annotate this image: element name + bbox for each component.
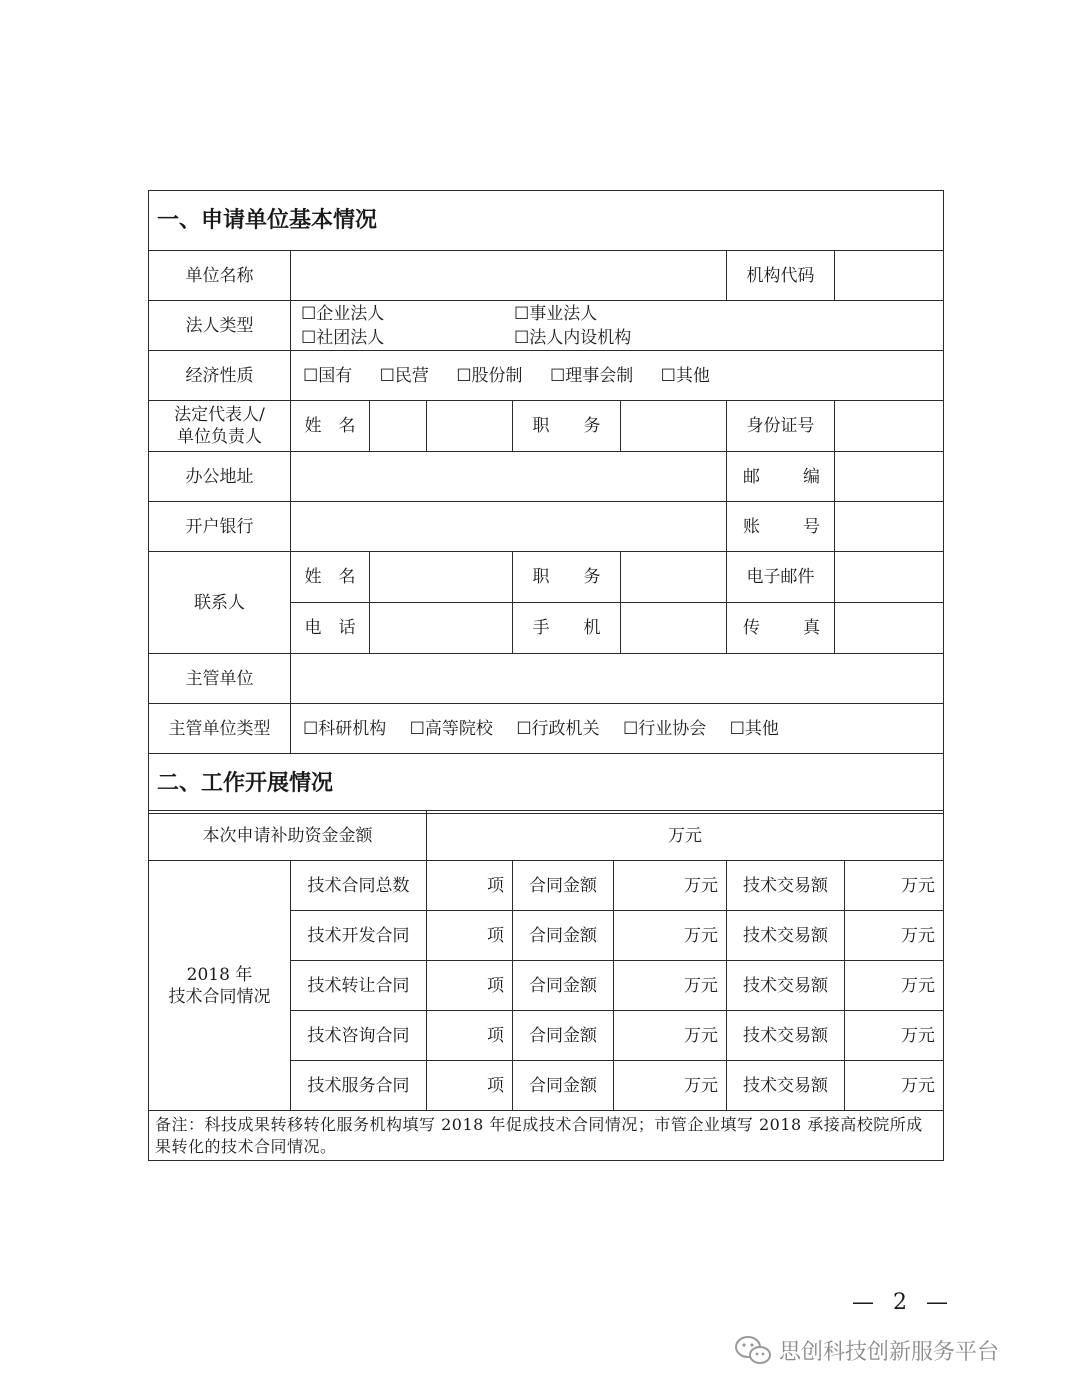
legal-rep-cell [291, 401, 427, 452]
bank-field[interactable] [291, 502, 727, 552]
contract-amount-field[interactable]: 万元 [614, 911, 727, 961]
contract-trade-field[interactable]: 万元 [845, 911, 944, 961]
legal-type-options [291, 301, 944, 351]
contract-row-name: 技术转让合同 [291, 961, 427, 1011]
legal-rep-label: 法定代表人/ 单位负责人 [149, 401, 291, 452]
subsidy-field[interactable] [427, 811, 944, 861]
section1-title: 一、申请单位基本情况 [149, 191, 944, 251]
address-field[interactable] [291, 452, 727, 502]
legal-type-label: 法人类型 [149, 301, 291, 351]
watermark-text: 思创科技创新服务平台 [779, 1339, 1000, 1365]
checkbox-institution[interactable]: ☐事业法人 [514, 303, 598, 324]
rep-position-field[interactable] [621, 401, 727, 452]
contract-trade-field[interactable]: 万元 [845, 861, 944, 911]
contact-name-label: 姓 名 [291, 552, 370, 602]
org-code-label: 机构代码 [727, 251, 835, 301]
application-form-table [148, 190, 944, 814]
contract-amount-label: 合同金额 [513, 861, 614, 911]
page-number: — 2 — [852, 1290, 954, 1315]
checkbox-other-type[interactable]: ☐其他 [729, 718, 779, 739]
supervisor-type-options [291, 704, 944, 754]
contact-position-label: 职 务 [513, 552, 621, 603]
rep-position-label: 职 务 [513, 401, 621, 452]
contract-amount-label: 合同金额 [513, 1061, 614, 1111]
contract-trade-label: 技术交易额 [727, 1061, 845, 1111]
checkbox-enterprise[interactable]: ☐企业法人 [301, 303, 385, 324]
rep-name-field[interactable] [370, 401, 426, 451]
watermark [733, 1333, 999, 1367]
bank-label: 开户银行 [149, 502, 291, 552]
contract-row-name: 技术服务合同 [291, 1061, 427, 1111]
contact-position-field[interactable] [621, 552, 727, 603]
phone-label: 电 话 [291, 603, 370, 653]
contract-table [148, 810, 944, 1161]
economy-label: 经济性质 [149, 351, 291, 401]
checkbox-joint-stock[interactable]: ☐股份制 [456, 365, 523, 386]
contract-row-name: 技术开发合同 [291, 911, 427, 961]
economy-options [291, 351, 944, 401]
contract-trade-label: 技术交易额 [727, 911, 845, 961]
section2-title: 二、工作开展情况 [149, 754, 944, 814]
checkbox-government[interactable]: ☐行政机关 [516, 718, 600, 739]
rep-name-field-ext[interactable] [427, 401, 513, 452]
contract-amount-label: 合同金额 [513, 961, 614, 1011]
contact-label: 联系人 [149, 552, 291, 654]
contract-count-field[interactable]: 项 [427, 1011, 513, 1061]
email-field[interactable] [835, 552, 944, 603]
supervisor-type-label: 主管单位类型 [149, 704, 291, 754]
contract-trade-label: 技术交易额 [727, 961, 845, 1011]
contact-phone-cell [291, 603, 513, 654]
contract-amount-label: 合同金额 [513, 911, 614, 961]
subsidy-unit: 万元 [668, 825, 702, 846]
wechat-icon [733, 1333, 773, 1367]
checkbox-internal-org[interactable]: ☐法人内设机构 [514, 327, 632, 348]
supervisor-field[interactable] [291, 654, 944, 704]
contract-row-name: 技术合同总数 [291, 861, 427, 911]
contract-count-field[interactable]: 项 [427, 861, 513, 911]
contract-amount-label: 合同金额 [513, 1011, 614, 1061]
mobile-label: 手 机 [513, 603, 621, 654]
account-field[interactable] [835, 502, 944, 552]
org-code-field[interactable] [835, 251, 944, 301]
contract-trade-field[interactable]: 万元 [845, 1011, 944, 1061]
contact-name-field[interactable] [370, 552, 477, 602]
postcode-field[interactable] [835, 452, 944, 502]
unit-name-label: 单位名称 [149, 251, 291, 301]
checkbox-private[interactable]: ☐民营 [379, 365, 429, 386]
contract-amount-field[interactable]: 万元 [614, 1011, 727, 1061]
account-label: 账 号 [727, 502, 835, 552]
checkbox-council[interactable]: ☐理事会制 [549, 365, 634, 386]
unit-name-field[interactable] [291, 251, 727, 301]
phone-field[interactable] [370, 603, 477, 653]
fax-label: 传 真 [727, 603, 835, 654]
contract-amount-field[interactable]: 万元 [614, 861, 727, 911]
checkbox-research[interactable]: ☐科研机构 [303, 718, 387, 739]
email-label: 电子邮件 [727, 552, 835, 603]
remark-note: 备注：科技成果转移转化服务机构填写 2018 年促成技术合同情况；市管企业填写 2018 承接高校院所成果转化的技术合同情况。 [149, 1111, 944, 1161]
mobile-field[interactable] [621, 603, 727, 654]
contract-amount-field[interactable]: 万元 [614, 1061, 727, 1111]
id-field[interactable] [835, 401, 944, 452]
contract-count-field[interactable]: 项 [427, 911, 513, 961]
checkbox-association-type[interactable]: ☐行业协会 [622, 718, 707, 739]
id-label: 身份证号 [727, 401, 835, 452]
address-label: 办公地址 [149, 452, 291, 502]
contract-count-field[interactable]: 项 [427, 961, 513, 1011]
year-contract-label: 2018 年 技术合同情况 [149, 861, 291, 1111]
checkbox-other[interactable]: ☐其他 [660, 365, 710, 386]
contract-row-name: 技术咨询合同 [291, 1011, 427, 1061]
checkbox-university[interactable]: ☐高等院校 [409, 718, 493, 739]
contract-trade-field[interactable]: 万元 [845, 961, 944, 1011]
contract-count-field[interactable]: 项 [427, 1061, 513, 1111]
fax-field[interactable] [835, 603, 944, 654]
contract-trade-field[interactable]: 万元 [845, 1061, 944, 1111]
postcode-label: 邮 编 [727, 452, 835, 502]
checkbox-association[interactable]: ☐社团法人 [301, 327, 385, 348]
contract-trade-label: 技术交易额 [727, 861, 845, 911]
checkbox-state-owned[interactable]: ☐国有 [303, 365, 353, 386]
rep-name-label: 姓 名 [291, 401, 370, 451]
contract-amount-field[interactable]: 万元 [614, 961, 727, 1011]
contract-trade-label: 技术交易额 [727, 1011, 845, 1061]
contact-name-cell [291, 552, 513, 603]
subsidy-label: 本次申请补助资金金额 [149, 811, 427, 861]
supervisor-label: 主管单位 [149, 654, 291, 704]
